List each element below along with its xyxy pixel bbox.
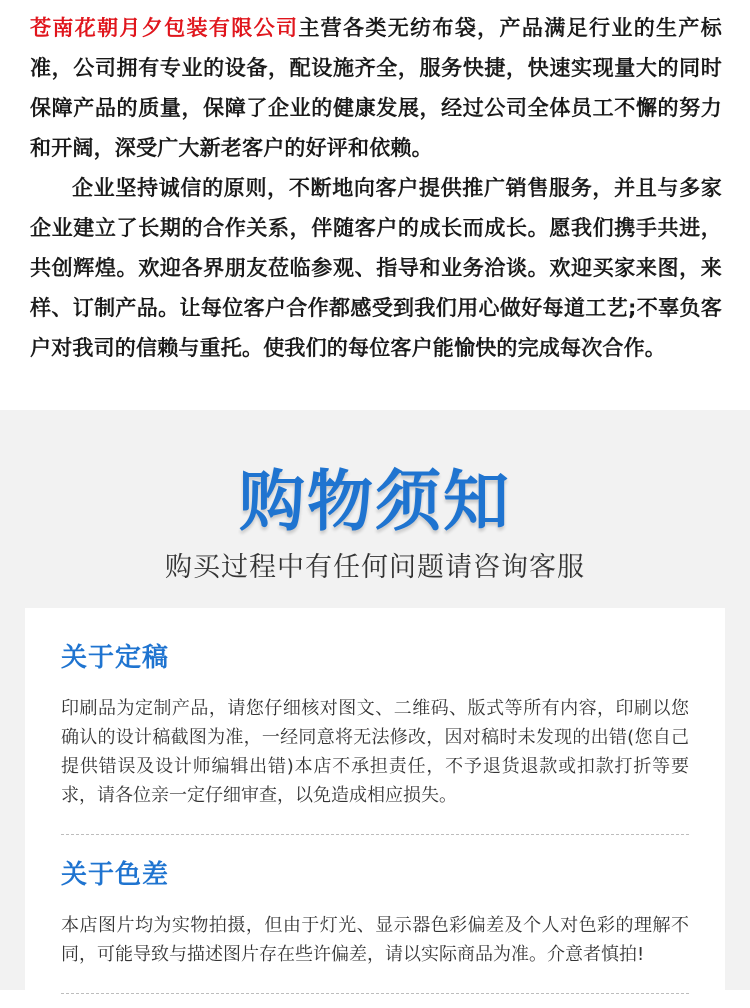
section-title-final-draft: 关于定稿 <box>61 643 170 673</box>
intro-paragraph-1-text: 主营各类无纺布袋，产品满足行业的生产标准，公司拥有专业的设备，配设施齐全，服务快捷，快速实现量大的同时保障产品的质量，保障了企业的健康发展，经过公司全体员工不懈的努力和开阔，深受广大新老客户的好评和依赖。 <box>30 16 722 160</box>
intro-paragraph-2: 企业坚持诚信的原则，不断地向客户提供推广销售服务，并且与多家企业建立了长期的合作关系，伴随客户的成长而成长。愿我们携手共进，共创辉煌。欢迎各界朋友莅临参观、指导和业务洽谈。欢迎买家来图，来样、订制产品。让每位客户合作都感受到我们用心做好每道工艺;不辜负客户对我司的信赖与重托。使我们的每位客户能愉快的完成每次合作。 <box>30 176 722 360</box>
shopping-notice <box>0 410 750 990</box>
notice-title: 购物须知 <box>239 463 511 540</box>
section-body-color-difference: 本店图片均为实物拍摄，但由于灯光、显示器色彩偏差及个人对色彩的理解不同，可能导致与描述图片存在些许偏差，请以实际商品为准。介意者慎拍! <box>61 915 689 965</box>
section-body-final-draft: 印刷品为定制产品，请您仔细核对图文、二维码、版式等所有内容，印刷以您确认的设计稿截图为准，一经同意将无法修改，因对稿时未发现的出错(您自己提供错误及设计师编辑出错)本店不承担责任，不予退货退款或扣款打折等要求，请各位亲一定仔细审查，以免造成相应损失。 <box>61 698 689 806</box>
intro-paragraph-1 <box>30 8 722 168</box>
notice-subtitle: 购买过程中有任何问题请咨询客服 <box>165 552 585 583</box>
company-name: 苍南花朝月夕包装有限公司 <box>30 16 299 40</box>
notice-card <box>25 608 725 1008</box>
section-divider <box>61 834 689 835</box>
company-intro <box>0 0 750 410</box>
section-divider <box>61 993 689 994</box>
section-title-color-difference: 关于色差 <box>61 860 170 890</box>
